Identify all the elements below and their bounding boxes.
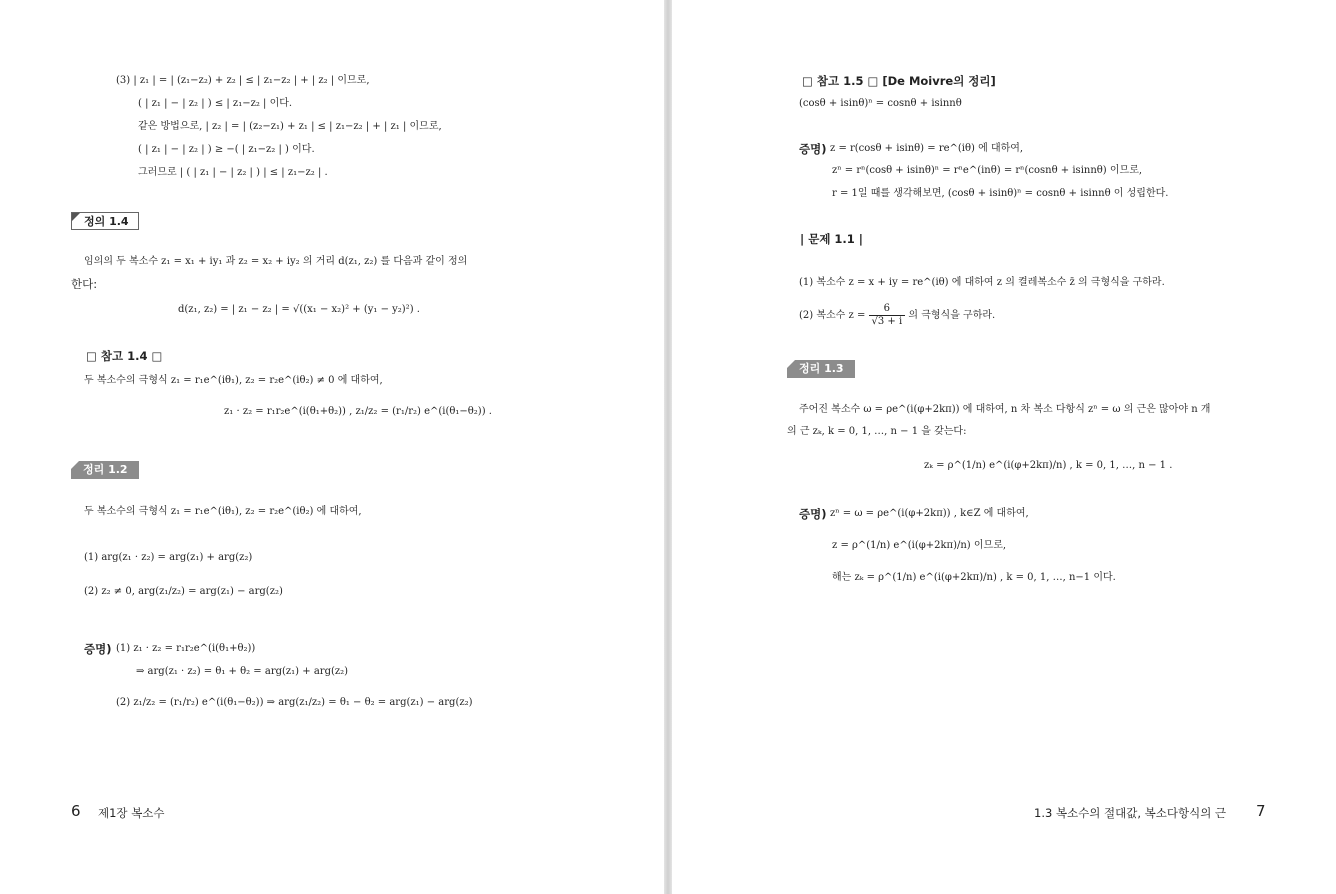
proof-part1b: ⇒ arg(z₁ · z₂) = θ₁ + θ₂ = arg(z₁) + arg(z₂) [136,666,349,677]
thm13-formula: zₖ = ρ^(1/n) e^(i(φ+2kπ)/n) , k = 0, 1, …, n − 1 . [924,460,1173,471]
item3-line4: ( | z₁ | − | z₂ | ) ≥ −( | z₁−z₂ | ) 이다. [138,144,315,155]
proof-label: 증명) [84,642,112,656]
prob11-q2-start: (2) 복소수 z = [799,310,869,321]
item3-line1: (3) | z₁ | = | (z₁−z₂) + z₂ | ≤ | z₁−z₂ | + | z₂ | 이므로, [116,75,370,86]
section-title: 1.3 복소수의 절대값, 복소다항식의 근 [1034,806,1227,820]
item3-line2: ( | z₁ | − | z₂ | ) ≤ | z₁−z₂ | 이다. [138,98,293,109]
proof15-line2: zⁿ = rⁿ(cosθ + isinθ)ⁿ = rⁿe^(inθ) = rⁿ(cosnθ + isinnθ) 이므로, [832,165,1143,176]
thm13-line2: 의 근 zₖ, k = 0, 1, …, n − 1 을 갖는다: [787,426,967,437]
item3-line3: 같은 방법으로, | z₂ | = | (z₂−z₁) + z₁ | ≤ | z₁−z₂ | + | z₁ | 이므로, [138,121,442,132]
page-number-right: 7 [1256,802,1266,820]
proof13-label: 증명) [799,507,827,521]
proof15-line3: r = 1일 때를 생각해보면, (cosθ + isinθ)ⁿ = cosnθ + isinnθ 이 성립한다. [832,188,1169,199]
theorem-1-2-heading: 정리 1.2 [71,461,139,479]
definition-1-4-heading: 정의 1.4 [71,212,139,230]
thm12-line1: 두 복소수의 극형식 z₁ = r₁e^(iθ₁), z₂ = r₂e^(iθ₂) 에 대하여, [84,506,362,517]
thm12-item1: (1) arg(z₁ · z₂) = arg(z₁) + arg(z₂) [84,552,253,563]
def14-line1: 임의의 두 복소수 z₁ = x₁ + iy₁ 과 z₂ = x₂ + iy₂ 의 거리 d(z₁, z₂) 를 다음과 같이 정의 [84,256,468,267]
theorem-1-3-heading: 정리 1.3 [787,360,855,378]
def14-formula: d(z₁, z₂) = | z₁ − z₂ | = √((x₁ − x₂)² + (y₁ − y₂)²) . [178,304,420,315]
prob11-q2-end: 의 극형식을 구하라. [908,310,996,321]
note14-formula: z₁ · z₂ = r₁r₂e^(i(θ₁+θ₂)) , z₁/z₂ = (r₁/r₂) e^(i(θ₁−θ₂)) . [224,406,492,417]
fraction-denominator: √3 + i [871,316,903,327]
thm12-item2: (2) z₂ ≠ 0, arg(z₁/z₂) = arg(z₁) − arg(z₂) [84,586,283,597]
fraction-numerator: 6 [869,303,906,316]
def14-line2: 한다: [71,277,98,291]
proof-part1a: (1) z₁ · z₂ = r₁r₂e^(i(θ₁+θ₂)) [116,643,256,654]
prob11-q2 [799,303,995,328]
left-page [0,0,664,894]
right-page [672,0,1336,894]
proof13-line1: zⁿ = ω = ρe^(i(φ+2kπ)) , k∈Z 에 대하여, [830,508,1029,519]
prob11-q1: (1) 복소수 z = x + iy = re^(iθ) 에 대하여 z 의 켤레복소수 z̄ 의 극형식을 구하라. [799,277,1165,288]
chapter-title: 제1장 복소수 [98,806,165,820]
page-number-left: 6 [71,802,81,820]
book-gutter [664,0,672,894]
fraction [869,303,906,328]
proof13-line3: 해는 zₖ = ρ^(1/n) e^(i(φ+2kπ)/n) , k = 0, 1, …, n−1 이다. [832,572,1116,583]
item3-line5: 그러므로 | ( | z₁ | − | z₂ | ) | ≤ | z₁−z₂ | . [138,167,328,178]
note14-line1: 두 복소수의 극형식 z₁ = r₁e^(iθ₁), z₂ = r₂e^(iθ₂) ≠ 0 에 대하여, [84,375,383,386]
proof15-label: 증명) [799,142,827,156]
note-1-4-heading: □ 참고 1.4 □ [86,349,163,363]
proof13-line2: z = ρ^(1/n) e^(i(φ+2kπ)/n) 이므로, [832,540,1007,551]
note15-formula: (cosθ + isinθ)ⁿ = cosnθ + isinnθ [799,98,962,109]
proof-part2: (2) z₁/z₂ = (r₁/r₂) e^(i(θ₁−θ₂)) ⇒ arg(z₁/z₂) = θ₁ − θ₂ = arg(z₁) − arg(z₂) [116,697,473,708]
thm13-line1: 주어진 복소수 ω = ρe^(i(φ+2kπ)) 에 대하여, n 차 복소 다항식 zⁿ = ω 의 근은 많아야 n 개 [799,404,1211,415]
problem-1-1-heading: | 문제 1.1 | [800,232,864,246]
proof15-line1: z = r(cosθ + isinθ) = re^(iθ) 에 대하여, [830,143,1024,154]
note-1-5-heading: □ 참고 1.5 □ [De Moivre의 정리] [802,74,996,88]
